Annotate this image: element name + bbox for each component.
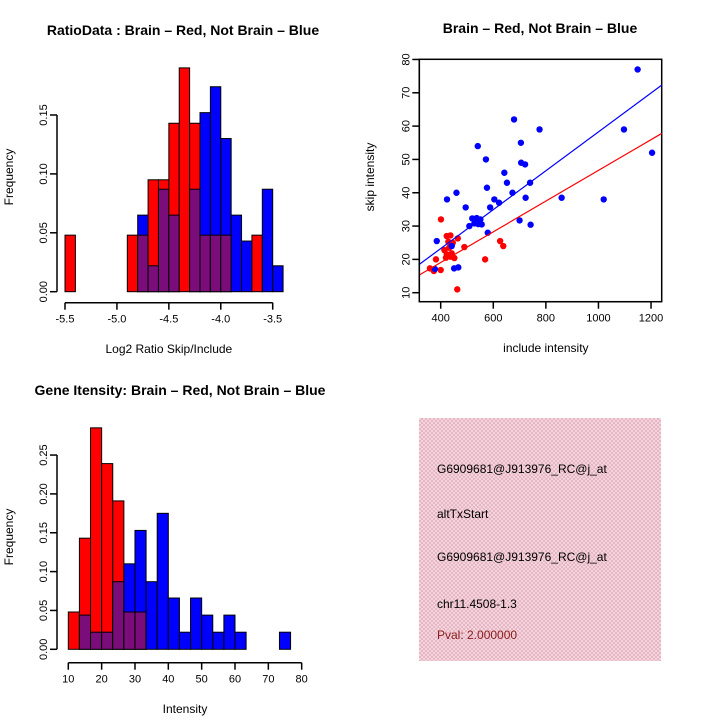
scatter-point xyxy=(447,232,453,238)
red-bar xyxy=(68,612,79,649)
overlap-bar xyxy=(148,266,158,292)
scatter-point xyxy=(434,238,440,244)
overlap-bar xyxy=(79,615,90,649)
ratio-histogram-panel xyxy=(0,0,360,360)
x-axis xyxy=(432,302,664,325)
fit-line-red xyxy=(419,133,661,275)
scatter-point xyxy=(479,221,485,227)
x-axis-label: Intensity xyxy=(162,702,208,716)
blue-bar xyxy=(235,632,246,649)
overlap-bar xyxy=(158,189,168,291)
y-axis xyxy=(38,104,57,302)
scatter-point xyxy=(518,140,524,146)
blue-bar xyxy=(168,598,179,649)
x-tick-label: 70 xyxy=(262,673,275,686)
blue-bar xyxy=(202,615,213,649)
x-tick-label: -4.0 xyxy=(211,313,231,326)
y-axis xyxy=(400,53,419,298)
scatter-point xyxy=(454,286,460,292)
x-tick-label: -5.0 xyxy=(107,313,127,326)
blue-bar xyxy=(146,582,157,650)
blue-bar xyxy=(179,632,190,649)
histogram-bars xyxy=(68,428,290,649)
x-tick-label: -3.5 xyxy=(263,313,283,326)
y-axis-label: Frequency xyxy=(2,148,16,206)
probe-id-line-2: G6909681@J913976_RC@j_at xyxy=(437,550,607,564)
y-tick-label: 0.05 xyxy=(38,599,50,622)
fit-line-blue xyxy=(419,85,661,264)
scatter-point xyxy=(522,161,528,167)
x-tick-label: 80 xyxy=(295,673,308,686)
chart-title: Brain – Red, Not Brain – Blue xyxy=(442,20,638,36)
scatter-point xyxy=(511,116,517,122)
scatter-point xyxy=(484,185,490,191)
scatter-point xyxy=(500,243,506,249)
event-type-line: altTxStart xyxy=(437,507,489,521)
overlap-bar xyxy=(113,582,124,650)
scatter-point xyxy=(522,195,528,201)
y-tick-label: 30 xyxy=(400,219,413,233)
chart-title: Gene Itensity: Brain – Red, Not Brain – Blue xyxy=(34,382,326,398)
x-tick-label: 1200 xyxy=(638,312,664,325)
overlap-bar xyxy=(169,215,179,292)
info-panel xyxy=(360,360,720,720)
y-tick-label: 10 xyxy=(400,286,413,299)
x-tick-label: 1000 xyxy=(586,312,611,325)
y-axis xyxy=(38,444,57,660)
blue-bar xyxy=(279,632,290,649)
intensity-scatter-panel xyxy=(360,0,720,360)
scatter-point xyxy=(449,243,455,249)
overlap-bar xyxy=(138,235,148,292)
x-tick-label: 20 xyxy=(95,673,108,686)
y-axis-label: skip intensity xyxy=(363,142,377,212)
x-tick-label: 600 xyxy=(484,312,503,325)
overlap-bar xyxy=(135,612,146,649)
blue-bar xyxy=(213,632,224,649)
info-box xyxy=(419,418,661,661)
overlap-bar xyxy=(221,235,231,292)
x-tick-label: 10 xyxy=(62,673,75,686)
x-tick-label: 400 xyxy=(431,312,450,325)
x-tick-label: 800 xyxy=(536,312,556,325)
chart-title: RatioData : Brain – Red, Not Brain – Blue xyxy=(46,22,320,38)
y-tick-label: 20 xyxy=(400,253,413,266)
red-bar xyxy=(91,428,102,649)
red-bar xyxy=(102,464,113,650)
x-tick-label: -5.5 xyxy=(55,313,75,326)
y-tick-label: 0.15 xyxy=(38,522,50,544)
overlap-bar xyxy=(124,612,135,649)
scatter-point xyxy=(438,216,444,222)
scatter-point xyxy=(482,256,488,262)
blue-bar xyxy=(242,241,252,292)
x-tick-label: 60 xyxy=(228,673,242,686)
scatter-point xyxy=(453,190,459,196)
y-tick-label: 0.10 xyxy=(38,560,50,583)
red-bar xyxy=(252,235,262,292)
scatter-point xyxy=(601,196,607,202)
x-tick-label: 40 xyxy=(162,673,175,686)
y-tick-label: 0.15 xyxy=(38,104,50,126)
pval-line: Pval: 2.000000 xyxy=(437,628,518,642)
overlap-bar xyxy=(200,235,210,292)
y-tick-label: 60 xyxy=(400,119,413,133)
red-bar xyxy=(179,68,189,292)
scatter-point xyxy=(444,196,450,202)
scatter-point xyxy=(455,264,461,270)
plot-box xyxy=(419,59,661,301)
y-tick-label: 50 xyxy=(400,153,413,166)
y-tick-label: 40 xyxy=(400,186,413,199)
scatter-point xyxy=(501,170,507,176)
blue-bar xyxy=(262,189,272,291)
probe-id-line: G6909681@J913976_RC@j_at xyxy=(437,462,607,476)
y-tick-label: 70 xyxy=(400,86,413,99)
scatter-point xyxy=(438,267,444,273)
scatter-point xyxy=(462,204,468,210)
scatter-point xyxy=(527,222,533,228)
overlap-bar xyxy=(91,632,102,649)
scatter-point xyxy=(483,156,489,162)
scatter-point xyxy=(621,126,627,132)
blue-bar xyxy=(273,266,283,292)
overlap-bar xyxy=(190,189,200,291)
blue-bar xyxy=(231,215,241,292)
y-tick-label: 0.10 xyxy=(38,163,50,185)
scatter-point xyxy=(536,126,542,132)
overlap-bar xyxy=(210,235,220,292)
y-tick-label: 0.00 xyxy=(38,638,50,661)
y-tick-label: 0.00 xyxy=(38,280,50,303)
scatter-point xyxy=(475,143,481,149)
scatter-point xyxy=(634,66,640,72)
chromosome-line: chr11.4508-1.3 xyxy=(437,597,517,611)
blue-points xyxy=(432,66,656,272)
x-axis xyxy=(56,303,283,326)
x-axis-label: include intensity xyxy=(503,341,589,355)
histogram-bars xyxy=(65,68,283,292)
overlap-bar xyxy=(102,632,113,649)
scatter-point xyxy=(433,256,439,262)
x-tick-label: -4.5 xyxy=(159,313,179,326)
y-tick-label: 0.20 xyxy=(38,483,50,505)
x-axis-label: Log2 Ratio Skip/Include xyxy=(105,342,233,356)
scatter-point xyxy=(649,150,655,156)
scatter-point xyxy=(558,195,564,201)
y-tick-label: 80 xyxy=(400,53,413,66)
blue-bar xyxy=(224,615,235,649)
y-tick-label: 0.25 xyxy=(38,444,50,466)
red-bar xyxy=(65,235,75,292)
gene-histogram-panel xyxy=(0,360,360,720)
red-bar xyxy=(127,235,137,292)
y-axis-label: Frequency xyxy=(2,508,16,566)
blue-bar xyxy=(157,513,168,649)
y-tick-label: 0.05 xyxy=(38,222,50,244)
blue-bar xyxy=(191,598,202,649)
scatter-point xyxy=(504,180,510,186)
x-axis xyxy=(62,663,308,686)
x-tick-label: 50 xyxy=(195,673,208,686)
x-tick-label: 30 xyxy=(128,673,142,686)
